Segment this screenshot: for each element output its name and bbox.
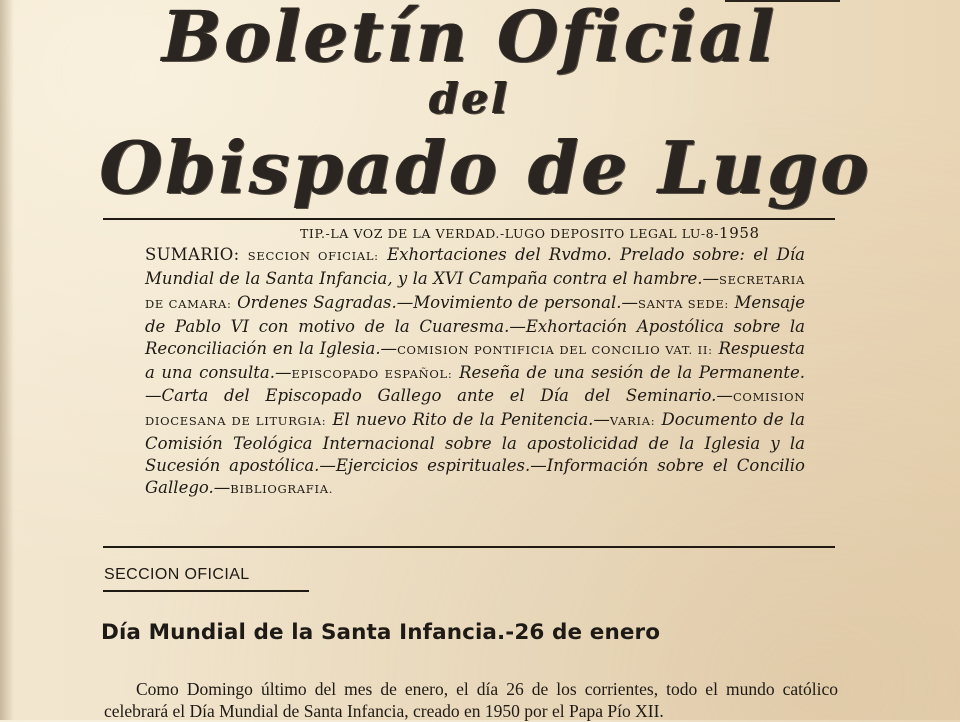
summary-section-label: EPISCOPADO ESPAÑOL: [291,366,453,381]
summary-section-text: El nuevo Rito de la Penitencia.— [332,410,610,430]
masthead [100,0,872,215]
summary-block [145,244,805,501]
article-headline: Día Mundial de la Santa Infancia.-26 de enero [101,620,661,645]
imprint-number: 1958 [719,224,760,242]
imprint-line [300,224,840,242]
summary-section-label: COMISION PONTIFICIA DEL CONCILIO VAT. II: [397,342,713,357]
summary-section-text: Exhortaciones del Rvdmo. Prelado sobre: el Día Mundial de la Santa Infancia, y la XVI Campaña contra el hambre.— [145,245,806,288]
masthead-title-line-1: Boletín Oficial [162,0,778,78]
summary-section-text: Reseña de una sesión de la Permanente.—Carta del Episcopado Gallego ante el Día del Seminario.— [145,362,806,406]
masthead-rule [103,218,835,220]
summary-section-text: Respuesta a una consulta.— [145,338,805,382]
summary-section-text: Documento de la Comisión Teológica Internacional sobre la apostolicidad de la Iglesia y la Sucesión apostólica.—Ejercicios espirituales.—Información sobre el Concilio Gallego.— [145,410,805,498]
summary-section-label: SECCION OFICIAL: [247,249,379,263]
summary-section-label: COMISION DIOCESANA DE LITURGIA: [145,390,805,429]
summary-lead: SUMARIO: [145,245,240,264]
summary-rule [103,546,835,548]
section-label: SECCION OFICIAL [104,566,250,583]
masthead-title-line-3: Obispado de Lugo [100,125,872,210]
masthead-title-line-2: del [429,74,511,123]
summary-section-label: SANTA SEDE: [638,296,729,311]
section-underline [103,590,309,592]
summary-section-text: Mensaje de Pablo VI con motivo de la Cuaresma.—Exhortación Apostólica sobre la Reconciliación en la Iglesia.— [145,292,805,358]
summary-section-label: VARIA: [609,414,656,429]
summary-section-label: SECRETARIA DE CAMARA: [145,272,805,311]
summary-section-label: BIBLIOGRAFIA. [230,482,334,497]
article-body: Como Domingo último del mes de enero, el día 26 de los corrientes, todo el mundo católico celebrará el Día Mundial de Santa Infancia, creado en 1950 por el Papa Pío XII. [104,679,838,721]
summary-section-text: Ordenes Sagradas.—Movimiento de personal.— [237,292,639,312]
imprint-text: TIP.-LA VOZ DE LA VERDAD.-LUGO DEPOSITO LEGAL LU-8- [300,226,720,241]
page-edge-shadow [0,0,14,720]
